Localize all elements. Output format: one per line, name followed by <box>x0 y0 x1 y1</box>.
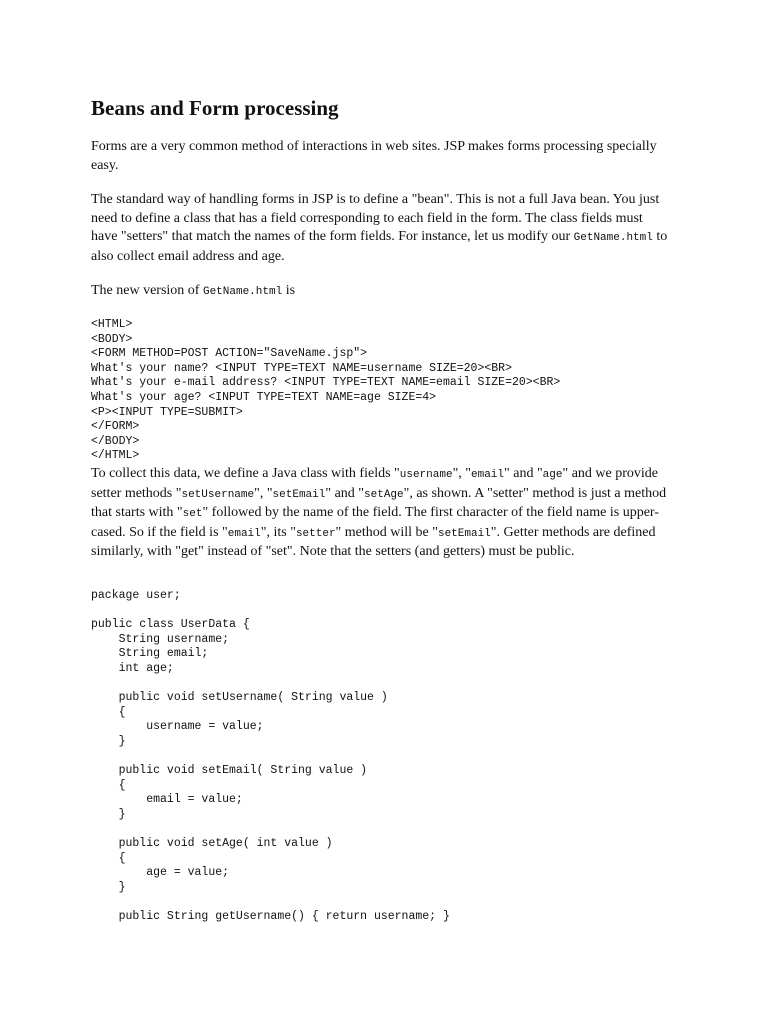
keyword-set: set <box>182 508 203 520</box>
collect-t11: ". Getter methods are defined similarly, with "get" instead of "set". Note that the setters (and getters) must be public. <box>91 524 656 559</box>
keyword-setter: setter <box>295 527 336 540</box>
page-title: Beans and Form processing <box>91 96 339 120</box>
collect-t8: " followed by the name of the field. The first character of the field name is upper-cased. So if the field is " <box>91 505 659 540</box>
filename-code: GetName.html <box>573 232 653 244</box>
field-email-2: email <box>227 527 261 540</box>
collect-t4: " and we provide setter methods " <box>91 466 659 501</box>
standard-way-paragraph <box>91 191 671 266</box>
field-username: username <box>399 469 453 481</box>
field-age: age <box>542 469 563 481</box>
field-email: email <box>471 469 505 481</box>
collect-t5: ", " <box>254 485 273 501</box>
method-setemail: setEmail <box>272 488 326 501</box>
standard-way-text: The standard way of handling forms in JSP is to define a "bean". This is not a full Java bean. You just need to define a class that has a field corresponding to each field in the form. The class fields must have "setters" that match the names of the form fields. For instance, let us modify our <box>91 192 660 244</box>
collect-t9: ", its " <box>260 524 296 540</box>
new-version-suffix: is <box>282 283 296 298</box>
collect-t7: ", as shown. A "setter" method is just a method that starts with " <box>91 485 667 520</box>
collect-t6: " and " <box>325 485 365 501</box>
collect-t2: ", " <box>452 466 471 481</box>
new-version-prefix: The new version of <box>91 283 203 298</box>
method-setemail-2: setEmail <box>437 527 491 540</box>
new-version-paragraph <box>91 282 671 302</box>
collect-t1: To collect this data, we define a Java class with fields " <box>91 466 400 481</box>
collect-t10: " method will be " <box>335 524 438 540</box>
new-version-filename: GetName.html <box>202 286 283 298</box>
html-code-block: <HTML> <BODY> <FORM METHOD=POST ACTION="SaveName.jsp"> What's your name? <INPUT TYPE=TEXT NAME=username SIZE=20><BR> What's your e-mail address? <INPUT TYPE=TEXT NAME=email SIZE=20><BR> What's your age? <INPUT TYPE=TEXT NAME=age SIZE=4> <P><INPUT TYPE=SUBMIT> </FORM> </BODY> </HTML> <box>91 318 561 463</box>
collect-t3: " and " <box>504 466 543 481</box>
method-setusername: setUsername <box>181 488 255 501</box>
java-code-block: package user; public class UserData { String username; String email; int age; public void setUsername( String value ) { username = value; } public void setEmail( String value ) { email = value; } public void setAge( int value ) { age = value; } public String getUsername() { return username; } <box>91 589 450 924</box>
collect-paragraph <box>91 465 671 562</box>
intro-text: Forms are a very common method of interactions in web sites. JSP makes forms processing specially easy. <box>91 139 657 173</box>
intro-paragraph <box>91 138 671 175</box>
standard-way-tail: to also collect email address and age. <box>91 229 668 264</box>
method-setage: setAge <box>364 488 404 501</box>
